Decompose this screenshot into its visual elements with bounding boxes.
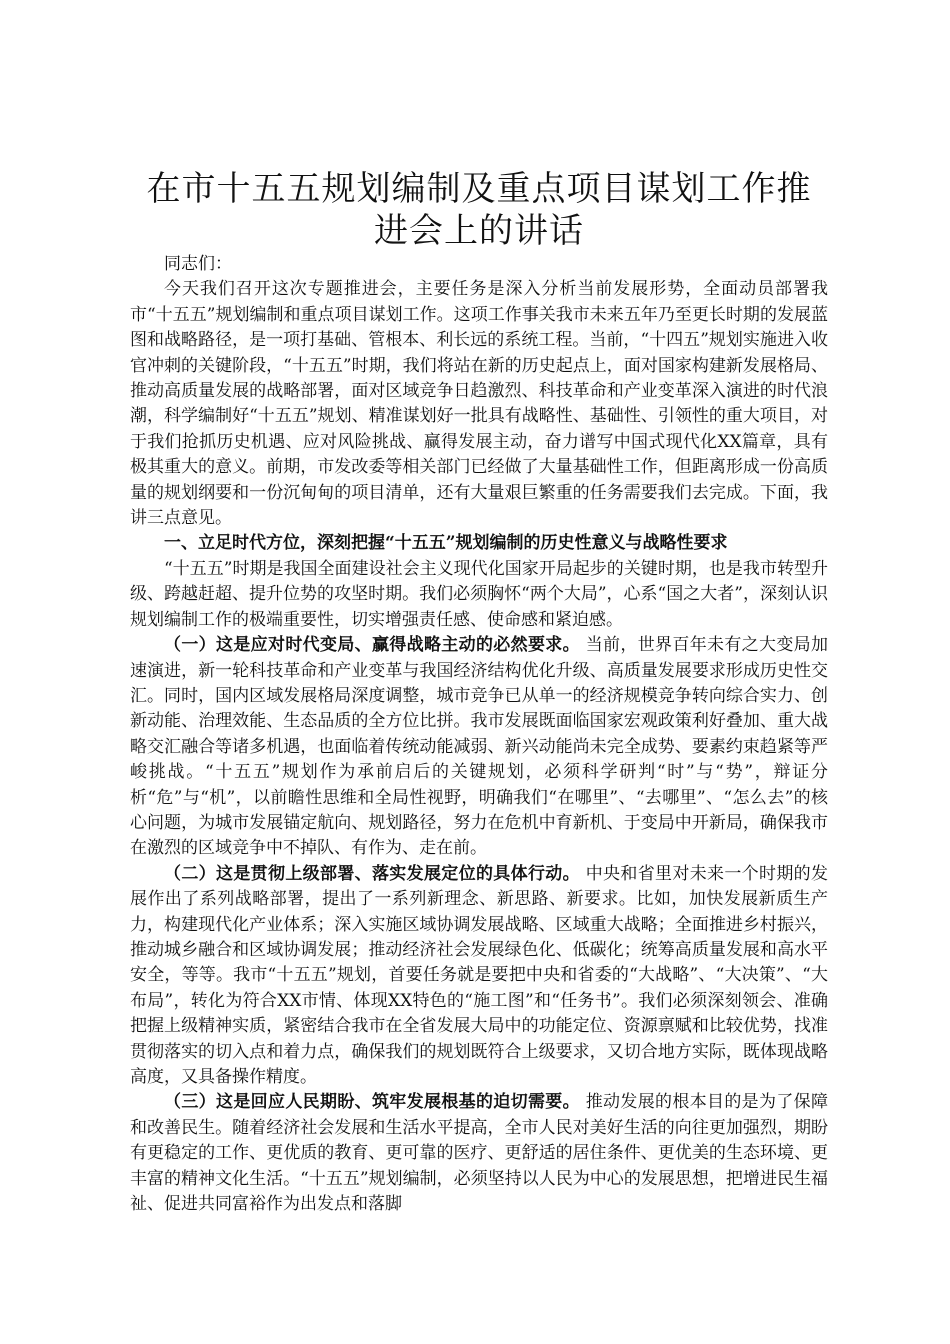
- section-1-heading: 一、立足时代方位，深刻把握“十五五”规划编制的历史性意义与战略性要求: [164, 533, 728, 554]
- point-1-paragraph: [130, 633, 828, 862]
- point-2-body: 中央和省里对未来一个时期的发展作出了系列战略部署，提出了一系列新理念、新思路、新要求。比如，加快发展新质生产力，构建现代化产业体系；深入实施区域协调发展战略、区域重大战略；全面推进乡村振兴，推动城乡融合和区域协调发展；推动经济社会发展绿色化、低碳化；统筹高质量发展和高水平安全，等等。我市“十五五”规划，首要任务就是要把中央和省委的“大战略”、“大决策”、“大布局”，转化为符合XX市情、体现XX特色的“施工图”和“任务书”。我们必须深刻领会、准确把握上级精神实质，紧密结合我市在全省发展大局中的功能定位、资源禀赋和比较优势，找准贯彻落实的切入点和着力点，确保我们的规划既符合上级要求，又切合地方实际，既体现战略高度，又具备操作精度。: [130, 863, 829, 1087]
- point-3-body: 推动发展的根本目的是为了保障和改善民生。随着经济社会发展和生活水平提高，全市人民对美好生活的向往更加强烈，期盼有更稳定的工作、更优质的教育、更可靠的医疗、更舒适的居住条件、更优美的生态环境、更丰富的精神文化生活。“十五五”规划编制，必须坚持以人民为中心的发展思想，把增进民生福祉、促进共同富裕作为出发点和落脚: [130, 1092, 829, 1215]
- point-3-lead: （三）这是回应人民期盼、筑牢发展根基的迫切需要。: [164, 1092, 580, 1113]
- point-2-paragraph: [130, 862, 828, 1091]
- section-1-paragraph: “十五五”时期是我国全面建设社会主义现代化国家开局起步的关键时期，也是我市转型升级、跨越赶超、提升位势的攻坚时期。我们必须胸怀“两个大局”，心系“国之大者”，深刻认识规划编制工作的极端重要性，切实增强责任感、使命感和紧迫感。: [130, 558, 828, 630]
- document-title: 在市十五五规划编制及重点项目谋划工作推进会上的讲话: [146, 169, 812, 251]
- document-page: [130, 168, 828, 1217]
- salutation: 同志们：: [164, 254, 232, 274]
- point-1-body: 当前，世界百年未有之大变局加速演进，新一轮科技革命和产业变革与我国经济结构优化升级、高质量发展要求形成历史性交汇。同时，国内区域发展格局深度调整，城市竞争已从单一的经济规模竞争转向综合实力、创新动能、治理效能、生态品质的全方位比拼。我市发展既面临国家宏观政策利好叠加、重大战略交汇融合等诸多机遇，也面临着传统动能减弱、新兴动能尚未完全成势、要素约束趋紧等严峻挑战。“十五五”规划作为承前启后的关键规划，必须科学研判“时”与“势”，辩证分析“危”与“机”，以前瞻性思维和全局性视野，明确我们“在哪里”、“去哪里”、“怎么去”的核心问题，为城市发展锚定航向、规划路径，努力在危机中育新机、于变局中开新局，确保我市在激烈的区域竞争中不掉队、有作为、走在前。: [130, 635, 829, 859]
- point-3-paragraph: [130, 1090, 828, 1217]
- point-1-lead: （一）这是应对时代变局、赢得战略主动的必然要求。: [164, 635, 580, 656]
- intro-paragraph: 今天我们召开这次专题推进会，主要任务是深入分析当前发展形势，全面动员部署我市“十五五”规划编制和重点项目谋划工作。这项工作事关我市未来五年乃至更长时期的发展蓝图和战略路径，是一项打基础、管根本、利长远的系统工程。当前，“十四五”规划实施进入收官冲刺的关键阶段，“十五五”时期，我们将站在新的历史起点上，面对国家构建新发展格局、推动高质量发展的战略部署，面对区域竞争日趋激烈、科技革命和产业变革深入演进的时代浪潮，科学编制好“十五五”规划、精准谋划好一批具有战略性、基础性、引领性的重大项目，对于我们抢抓历史机遇、应对风险挑战、赢得发展主动，奋力谱写中国式现代化XX篇章，具有极其重大的意义。前期，市发改委等相关部门已经做了大量基础性工作，但距离形成一份高质量的规划纲要和一份沉甸甸的项目清单，还有大量艰巨繁重的任务需要我们去完成。下面，我讲三点意见。: [130, 279, 828, 529]
- point-2-lead: （二）这是贯彻上级部署、落实发展定位的具体行动。: [164, 863, 580, 884]
